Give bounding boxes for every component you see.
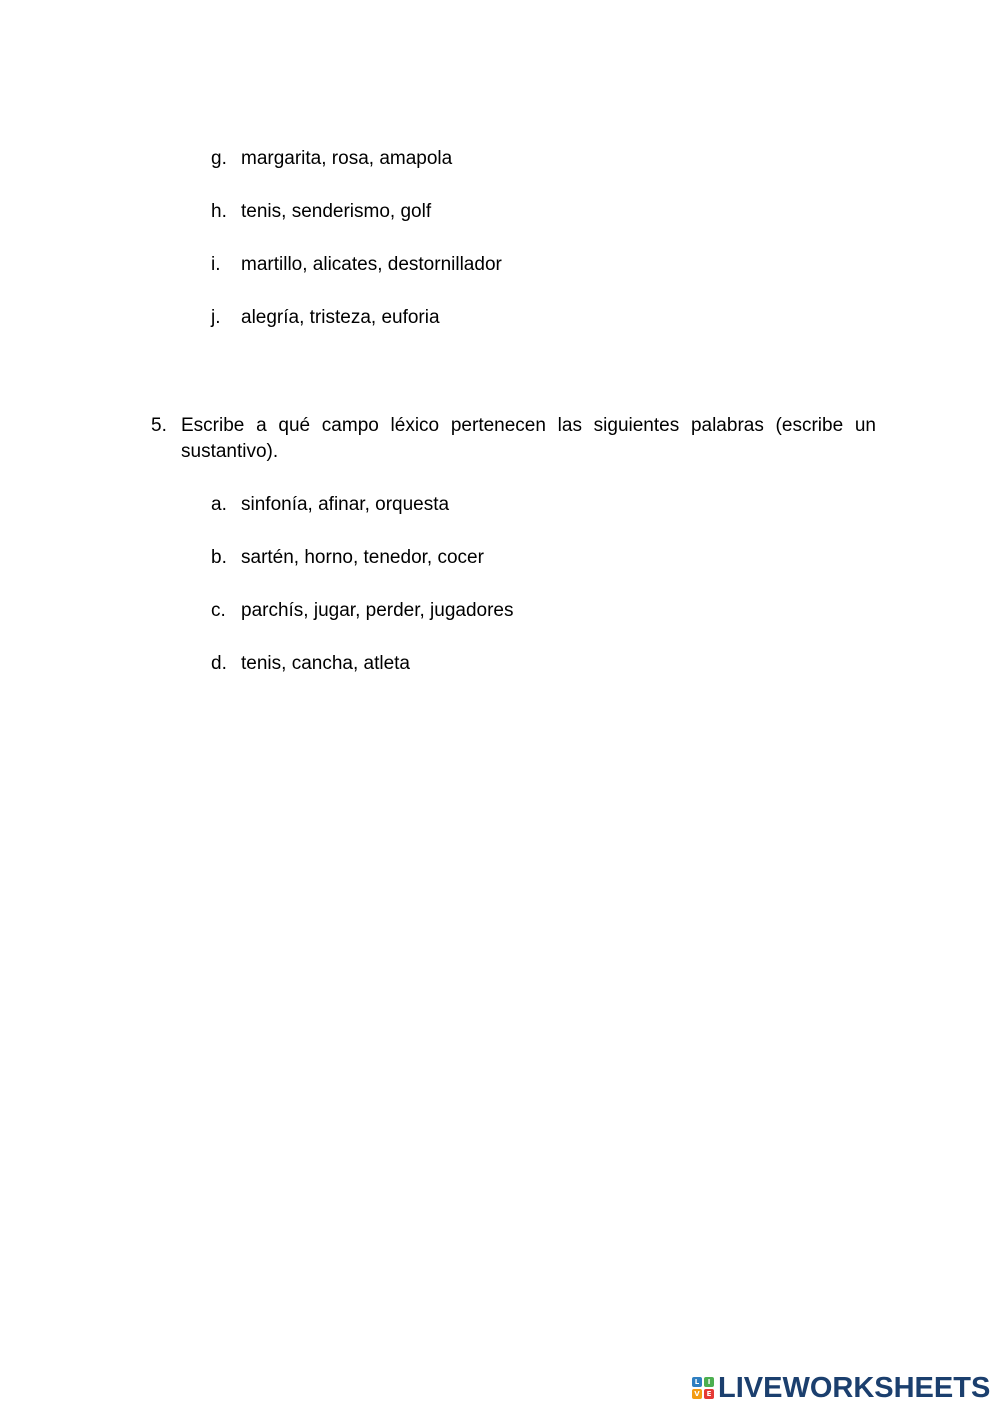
list-marker: b. [211,547,227,568]
list-item-text: tenis, senderismo, golf [241,201,432,222]
logo-square-icon: L [692,1377,702,1387]
logo-text: LIVEWORKSHEETS [718,1372,991,1404]
list-item-text: sinfonía, afinar, orquesta [241,494,450,515]
question-text: Escribe a qué campo léxico pertenecen las siguientes palabras (escribe un sustantivo). [181,415,876,462]
list-item-text: alegría, tristeza, euforia [241,307,440,328]
logo-square-icon: E [704,1389,714,1399]
list-marker: j. [211,307,221,328]
list-marker: i. [211,254,221,275]
logo-square-icon: I [704,1377,714,1387]
logo-square-icon: V [692,1389,702,1399]
list-marker: g. [211,148,227,169]
list-item-text: tenis, cancha, atleta [241,653,410,674]
question-5 [151,413,876,465]
list-marker: c. [211,600,226,621]
liveworksheets-logo [692,1372,990,1404]
logo-mark-icon [692,1377,714,1399]
list-item-text: parchís, jugar, perder, jugadores [241,600,514,621]
list-marker: d. [211,653,227,674]
list-marker: h. [211,201,227,222]
question-number: 5. [151,415,167,436]
list-item-text: margarita, rosa, amapola [241,148,453,169]
list-item-text: sartén, horno, tenedor, cocer [241,547,484,568]
list-marker: a. [211,494,227,515]
list-item-text: martillo, alicates, destornillador [241,254,502,275]
